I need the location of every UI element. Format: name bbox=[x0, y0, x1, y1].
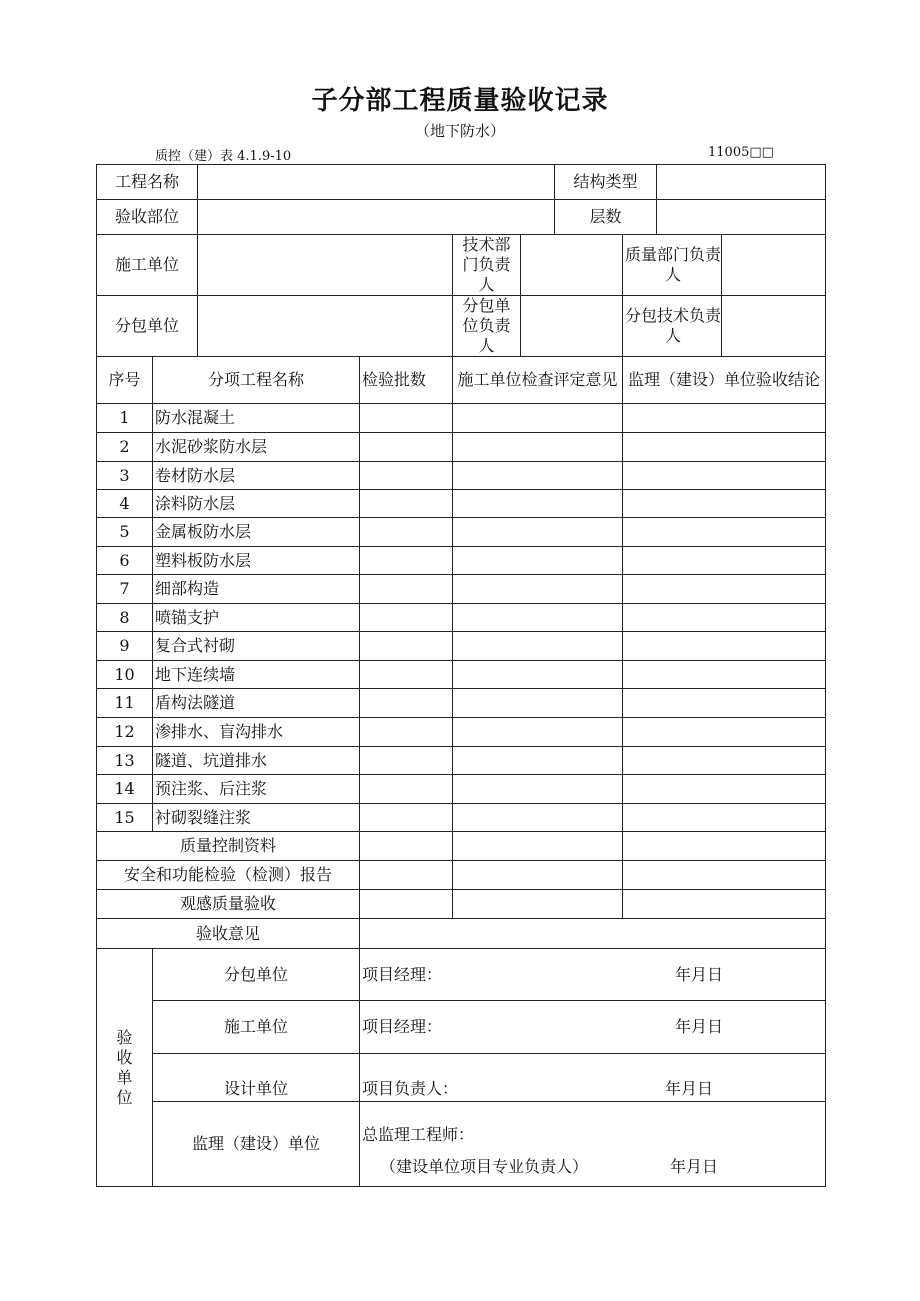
item-seq: 11 bbox=[97, 689, 153, 718]
item-row bbox=[97, 718, 826, 747]
acceptance-row-subcontract bbox=[97, 949, 826, 1001]
item-batch-count[interactable] bbox=[360, 575, 453, 604]
item-batch-count[interactable] bbox=[360, 661, 453, 689]
subcontract-tech-head-label: 分包技术负责人 bbox=[625, 306, 722, 345]
item-batch-count[interactable] bbox=[360, 433, 453, 462]
acceptance-part-field[interactable] bbox=[198, 200, 555, 235]
subcontract-tech-head-cell[interactable] bbox=[623, 296, 826, 357]
item-row bbox=[97, 747, 826, 775]
quality-dept-head-cell[interactable] bbox=[623, 235, 826, 296]
item-batch-count[interactable] bbox=[360, 718, 453, 747]
item-supervision-conclusion[interactable] bbox=[623, 404, 826, 433]
item-construction-opinion[interactable] bbox=[453, 604, 623, 632]
item-batch-count[interactable] bbox=[360, 804, 453, 832]
item-construction-opinion[interactable] bbox=[453, 804, 623, 832]
structure-type-label: 结构类型 bbox=[555, 165, 657, 200]
item-name: 隧道、坑道排水 bbox=[153, 747, 360, 775]
appearance-batch[interactable] bbox=[360, 890, 453, 919]
acc-construction-manager: 项目经理： bbox=[362, 1017, 443, 1036]
col-construction-opinion: 施工单位检查评定意见 bbox=[453, 357, 623, 404]
acc-design-sign[interactable] bbox=[360, 1054, 826, 1102]
col-supervision-conclusion: 监理（建设）单位验收结论 bbox=[623, 357, 826, 404]
item-supervision-conclusion[interactable] bbox=[623, 433, 826, 462]
item-construction-opinion[interactable] bbox=[453, 718, 623, 747]
acc-supervision-sign[interactable] bbox=[360, 1102, 826, 1187]
info-row-part bbox=[97, 200, 826, 235]
acc-subcontract-date: 年月日 bbox=[675, 964, 724, 984]
acc-construction-unit-label: 施工单位 bbox=[153, 1001, 360, 1054]
items-header-row bbox=[97, 357, 826, 404]
item-construction-opinion[interactable] bbox=[453, 661, 623, 689]
quality-docs-label: 质量控制资料 bbox=[97, 832, 360, 861]
item-supervision-conclusion[interactable] bbox=[623, 718, 826, 747]
item-seq: 7 bbox=[97, 575, 153, 604]
item-batch-count[interactable] bbox=[360, 775, 453, 804]
item-seq: 15 bbox=[97, 804, 153, 832]
item-batch-count[interactable] bbox=[360, 518, 453, 547]
item-batch-count[interactable] bbox=[360, 604, 453, 632]
acceptance-form-table bbox=[96, 164, 826, 1187]
item-supervision-conclusion[interactable] bbox=[623, 747, 826, 775]
item-construction-opinion[interactable] bbox=[453, 632, 623, 661]
item-supervision-conclusion[interactable] bbox=[623, 490, 826, 518]
item-seq: 13 bbox=[97, 747, 153, 775]
info-row-project bbox=[97, 165, 826, 200]
item-batch-count[interactable] bbox=[360, 547, 453, 575]
item-construction-opinion[interactable] bbox=[453, 775, 623, 804]
doc-number: 11005□□ bbox=[708, 145, 774, 160]
acc-design-unit-label: 设计单位 bbox=[153, 1054, 360, 1102]
item-row bbox=[97, 689, 826, 718]
item-batch-count[interactable] bbox=[360, 689, 453, 718]
quality-docs-batch[interactable] bbox=[360, 832, 453, 861]
item-batch-count[interactable] bbox=[360, 632, 453, 661]
summary-row-safety bbox=[97, 861, 826, 890]
item-construction-opinion[interactable] bbox=[453, 404, 623, 433]
info-row-construction bbox=[97, 235, 826, 296]
item-supervision-conclusion[interactable] bbox=[623, 775, 826, 804]
side-char-1: 验 bbox=[116, 1027, 133, 1047]
construction-unit-field[interactable] bbox=[198, 235, 453, 296]
acc-supervision-unit-label: 监理（建设）单位 bbox=[153, 1102, 360, 1187]
acc-design-leader: 项目负责人： bbox=[362, 1079, 459, 1098]
item-seq: 6 bbox=[97, 547, 153, 575]
item-supervision-conclusion[interactable] bbox=[623, 575, 826, 604]
item-batch-count[interactable] bbox=[360, 404, 453, 433]
structure-type-field[interactable] bbox=[657, 165, 826, 200]
side-char-4: 位 bbox=[116, 1087, 133, 1107]
project-name-field[interactable] bbox=[198, 165, 555, 200]
item-seq: 4 bbox=[97, 490, 153, 518]
item-construction-opinion[interactable] bbox=[453, 575, 623, 604]
item-construction-opinion[interactable] bbox=[453, 433, 623, 462]
appearance-label: 观感质量验收 bbox=[97, 890, 360, 919]
item-name: 盾构法隧道 bbox=[153, 689, 360, 718]
items-body bbox=[97, 404, 826, 832]
item-name: 防水混凝土 bbox=[153, 404, 360, 433]
acceptance-row-design bbox=[97, 1054, 826, 1102]
tech-dept-head-field[interactable] bbox=[521, 235, 623, 296]
acc-subcontract-sign[interactable] bbox=[360, 949, 826, 1001]
acc-construction-sign[interactable] bbox=[360, 1001, 826, 1054]
summary-row-quality-docs bbox=[97, 832, 826, 861]
item-batch-count[interactable] bbox=[360, 747, 453, 775]
item-batch-count[interactable] bbox=[360, 462, 453, 490]
item-name: 金属板防水层 bbox=[153, 518, 360, 547]
acc-owner-rep: （建设单位项目专业负责人） bbox=[380, 1157, 589, 1176]
item-row bbox=[97, 661, 826, 689]
item-row bbox=[97, 518, 826, 547]
item-supervision-conclusion[interactable] bbox=[623, 604, 826, 632]
item-name: 细部构造 bbox=[153, 575, 360, 604]
appearance-opinion[interactable] bbox=[453, 890, 623, 919]
item-name: 地下连续墙 bbox=[153, 661, 360, 689]
col-item-name: 分项工程名称 bbox=[153, 357, 360, 404]
item-batch-count[interactable] bbox=[360, 490, 453, 518]
safety-function-opinion[interactable] bbox=[453, 861, 623, 890]
item-supervision-conclusion[interactable] bbox=[623, 547, 826, 575]
item-construction-opinion[interactable] bbox=[453, 490, 623, 518]
quality-dept-head-label: 质量部门负责人 bbox=[625, 245, 722, 284]
item-name: 预注浆、后注浆 bbox=[153, 775, 360, 804]
project-name-label: 工程名称 bbox=[97, 165, 198, 200]
item-seq: 14 bbox=[97, 775, 153, 804]
item-seq: 1 bbox=[97, 404, 153, 433]
safety-function-label: 安全和功能检验（检测）报告 bbox=[97, 861, 360, 890]
floors-label: 层数 bbox=[555, 200, 657, 235]
quality-dept-head-divider bbox=[721, 235, 722, 295]
item-seq: 10 bbox=[97, 661, 153, 689]
construction-unit-label: 施工单位 bbox=[97, 235, 198, 296]
acc-design-date: 年月日 bbox=[665, 1079, 714, 1098]
item-supervision-conclusion[interactable] bbox=[623, 632, 826, 661]
item-supervision-conclusion[interactable] bbox=[623, 661, 826, 689]
info-row-subcontract bbox=[97, 296, 826, 357]
tech-dept-head-label: 技术部门负责人 bbox=[453, 235, 521, 296]
item-row bbox=[97, 490, 826, 518]
acc-subcontract-manager: 项目经理： bbox=[362, 964, 443, 984]
subcontract-unit-field[interactable] bbox=[198, 296, 453, 357]
item-name: 复合式衬砌 bbox=[153, 632, 360, 661]
item-seq: 12 bbox=[97, 718, 153, 747]
acc-construction-date: 年月日 bbox=[675, 1017, 724, 1036]
col-batch-count: 检验批数 bbox=[360, 357, 453, 404]
item-name: 卷材防水层 bbox=[153, 462, 360, 490]
item-row bbox=[97, 604, 826, 632]
summary-row-opinion bbox=[97, 919, 826, 949]
item-construction-opinion[interactable] bbox=[453, 518, 623, 547]
item-row bbox=[97, 462, 826, 490]
item-row bbox=[97, 433, 826, 462]
item-seq: 2 bbox=[97, 433, 153, 462]
item-supervision-conclusion[interactable] bbox=[623, 689, 826, 718]
acceptance-opinion-label: 验收意见 bbox=[97, 919, 360, 949]
item-row bbox=[97, 632, 826, 661]
item-row bbox=[97, 575, 826, 604]
acceptance-row-supervision bbox=[97, 1102, 826, 1187]
item-construction-opinion[interactable] bbox=[453, 462, 623, 490]
item-row bbox=[97, 775, 826, 804]
acceptance-opinion-field[interactable] bbox=[360, 919, 826, 949]
item-seq: 3 bbox=[97, 462, 153, 490]
item-name: 塑料板防水层 bbox=[153, 547, 360, 575]
acc-supervision-date: 年月日 bbox=[670, 1157, 719, 1176]
item-row bbox=[97, 804, 826, 832]
subcontract-unit-head-field[interactable] bbox=[521, 296, 623, 357]
item-construction-opinion[interactable] bbox=[453, 547, 623, 575]
acceptance-units-side-label bbox=[97, 949, 153, 1187]
appearance-conclusion[interactable] bbox=[623, 890, 826, 919]
safety-function-conclusion[interactable] bbox=[623, 861, 826, 890]
acc-chief-supervisor: 总监理工程师： bbox=[362, 1125, 475, 1144]
subcontract-unit-head-label: 分包单位负责人 bbox=[453, 296, 521, 357]
quality-docs-opinion[interactable] bbox=[453, 832, 623, 861]
subcontract-tech-head-divider bbox=[721, 296, 722, 356]
item-seq: 5 bbox=[97, 518, 153, 547]
item-construction-opinion[interactable] bbox=[453, 747, 623, 775]
page-subtitle: （地下防水） bbox=[414, 122, 505, 140]
col-seq: 序号 bbox=[97, 357, 153, 404]
summary-row-appearance bbox=[97, 890, 826, 919]
quality-docs-conclusion[interactable] bbox=[623, 832, 826, 861]
item-seq: 9 bbox=[97, 632, 153, 661]
form-code: 质控（建）表 4.1.9-10 bbox=[155, 149, 292, 164]
floors-field[interactable] bbox=[657, 200, 826, 235]
item-supervision-conclusion[interactable] bbox=[623, 518, 826, 547]
acc-subcontract-unit-label: 分包单位 bbox=[153, 949, 360, 1001]
acceptance-part-label: 验收部位 bbox=[97, 200, 198, 235]
item-row bbox=[97, 547, 826, 575]
item-name: 水泥砂浆防水层 bbox=[153, 433, 360, 462]
item-construction-opinion[interactable] bbox=[453, 689, 623, 718]
item-name: 衬砌裂缝注浆 bbox=[153, 804, 360, 832]
acceptance-row-construction bbox=[97, 1001, 826, 1054]
item-row bbox=[97, 404, 826, 433]
side-char-2: 收 bbox=[116, 1047, 133, 1067]
item-name: 涂料防水层 bbox=[153, 490, 360, 518]
subcontract-unit-label: 分包单位 bbox=[97, 296, 198, 357]
item-supervision-conclusion[interactable] bbox=[623, 462, 826, 490]
item-seq: 8 bbox=[97, 604, 153, 632]
item-name: 喷锚支护 bbox=[153, 604, 360, 632]
side-char-3: 单 bbox=[116, 1067, 133, 1087]
safety-function-batch[interactable] bbox=[360, 861, 453, 890]
page-title: 子分部工程质量验收记录 bbox=[311, 86, 609, 116]
item-name: 渗排水、盲沟排水 bbox=[153, 718, 360, 747]
item-supervision-conclusion[interactable] bbox=[623, 804, 826, 832]
